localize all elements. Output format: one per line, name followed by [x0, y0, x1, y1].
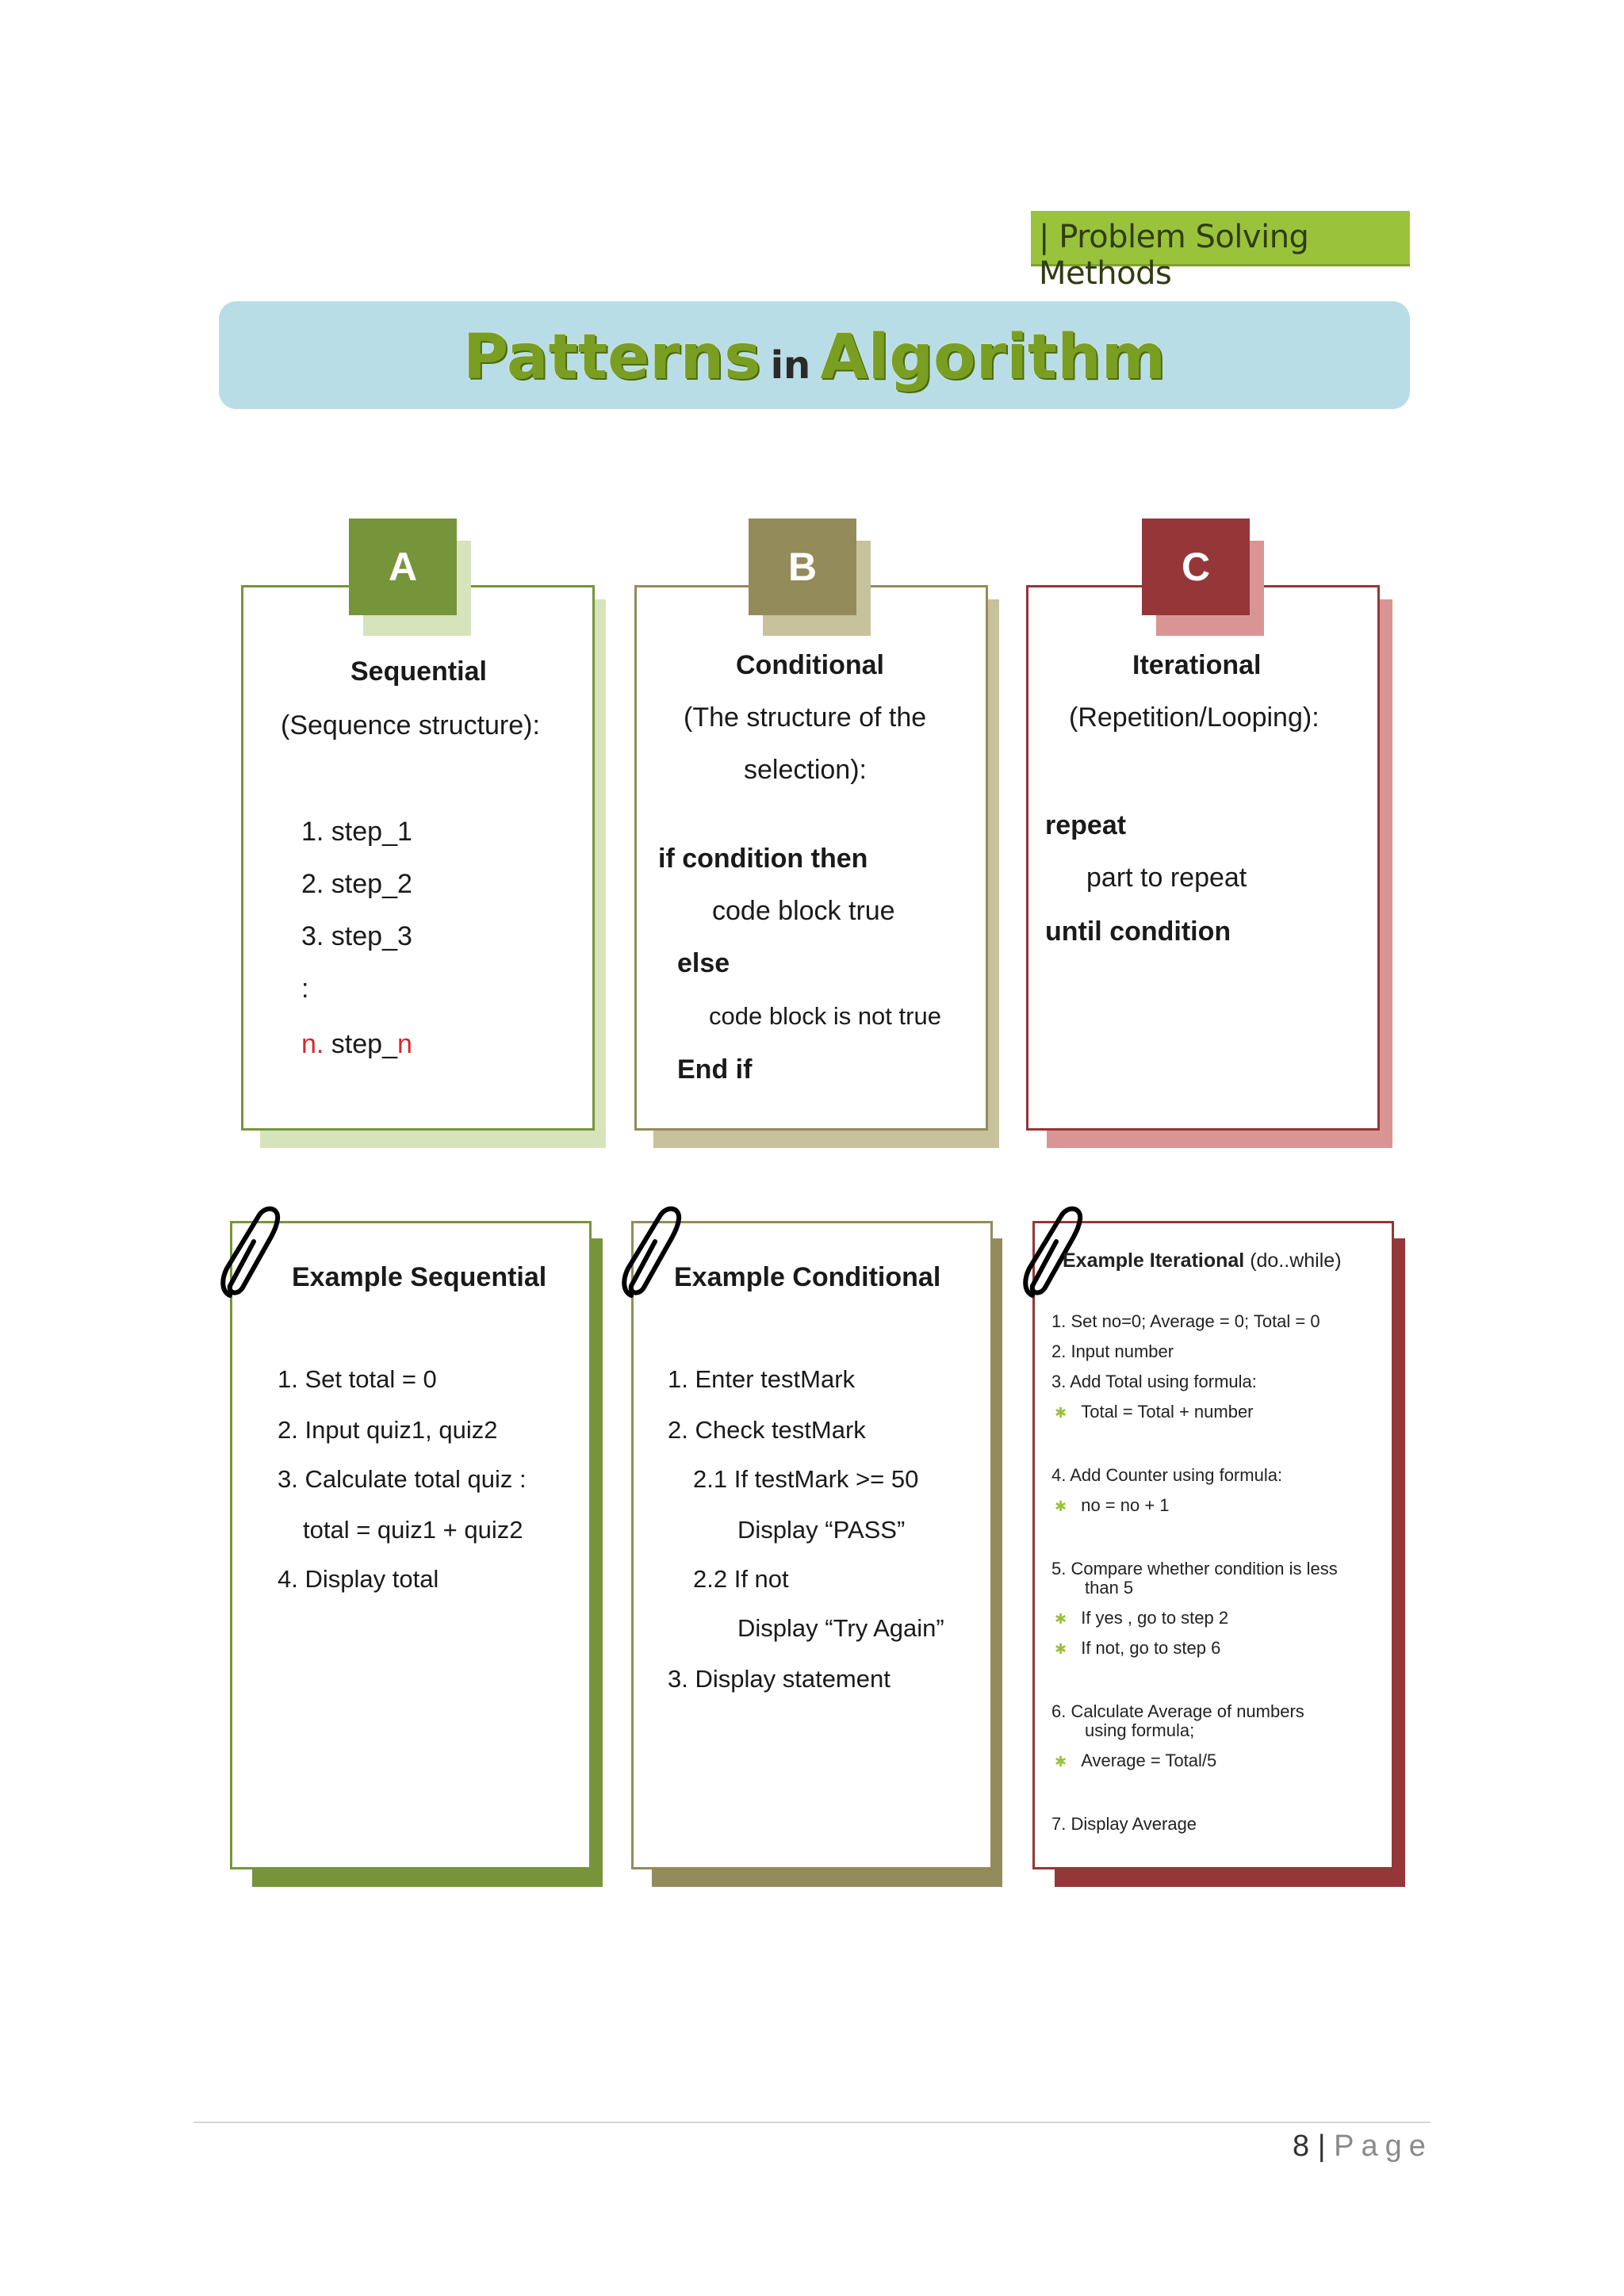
bullet-icon: ✱	[1055, 1405, 1067, 1421]
card-b-endif-line: End if	[677, 1054, 753, 1085]
card-b-subtitle-1: (The structure of the	[684, 702, 927, 733]
card-c-label: C	[1142, 519, 1250, 615]
card-c-title: Iterational	[1132, 650, 1262, 680]
example-cond-line-5: 2.2 If not	[693, 1565, 789, 1593]
card-a-step-3: 3. step_3	[301, 921, 412, 951]
example-iter-step-5d	[1055, 1638, 1220, 1659]
example-iter-step-5: 5. Compare whether condition is less	[1051, 1559, 1338, 1578]
card-a-step-2: 2. step_2	[301, 869, 412, 899]
card-b-label: B	[749, 519, 856, 615]
example-iter-step-5c	[1055, 1608, 1228, 1628]
example-seq-line-4: total = quiz1 + quiz2	[303, 1516, 523, 1544]
card-a-step-n-number: n.	[301, 1029, 324, 1059]
card-c-repeat-line: repeat	[1045, 810, 1127, 840]
example-cond-line-3: 2.1 If testMark >= 50	[693, 1465, 919, 1493]
example-iter-step-5-cont: than 5	[1085, 1578, 1134, 1598]
title-word-in: in	[770, 343, 811, 388]
bullet-icon: ✱	[1055, 1611, 1067, 1627]
card-c-body-line: part to repeat	[1086, 863, 1247, 893]
example-iter-title-rest: (do..while)	[1244, 1249, 1342, 1272]
example-iter-step-4a	[1055, 1495, 1170, 1516]
section-tag	[1031, 211, 1410, 292]
title-banner	[219, 301, 1410, 409]
example-seq-line-1: 1. Set total = 0	[278, 1365, 437, 1393]
example-cond-line-6: Display “Try Again”	[737, 1614, 944, 1642]
card-b-subtitle-2: selection):	[744, 755, 867, 785]
example-cond-title: Example Conditional	[674, 1262, 941, 1292]
example-iter-step-6-cont: using formula;	[1085, 1720, 1195, 1740]
example-iter-step-5c-text: If yes , go to step 2	[1081, 1608, 1229, 1628]
bullet-icon: ✱	[1055, 1754, 1067, 1770]
example-iter-step-6c	[1055, 1751, 1216, 1771]
card-a-step-n-mid: step_	[324, 1029, 397, 1059]
footer-divider	[193, 2122, 1431, 2123]
card-a-subtitle: (Sequence structure):	[281, 710, 540, 740]
card-a-title: Sequential	[350, 656, 487, 687]
example-seq-line-2: 2. Input quiz1, quiz2	[278, 1416, 498, 1444]
example-iter-title-bold: Example Iterational	[1063, 1249, 1245, 1272]
page-number-sep: |	[1309, 2130, 1335, 2163]
example-iter-step-3a	[1055, 1402, 1254, 1422]
card-b-else-line: else	[677, 948, 730, 978]
example-iter-step-6: 6. Calculate Average of numbers	[1051, 1701, 1304, 1721]
card-b-true-line: code block true	[712, 896, 895, 926]
section-tag-text: | Problem Solving Methods	[1039, 219, 1309, 292]
example-cond-line-2: 2. Check testMark	[668, 1416, 866, 1444]
example-cond-line-4: Display “PASS”	[737, 1516, 906, 1544]
example-cond-line-7: 3. Display statement	[668, 1665, 891, 1693]
card-a-step-n-end: n	[396, 1029, 412, 1059]
example-iter-title	[1063, 1249, 1342, 1272]
page-title	[219, 322, 1410, 393]
card-a-ellipsis: :	[301, 974, 309, 1004]
example-iter-step-4: 4. Add Counter using formula:	[1051, 1465, 1283, 1485]
example-iter-step-3a-text: Total = Total + number	[1081, 1402, 1254, 1422]
paperclip-icon	[219, 1202, 282, 1300]
card-c-subtitle: (Repetition/Looping):	[1069, 702, 1320, 733]
title-word-patterns: Patterns	[462, 322, 761, 393]
example-iter-step-5d-text: If not, go to step 6	[1081, 1638, 1221, 1658]
card-a-step-1: 1. step_1	[301, 817, 412, 847]
card-b-title: Conditional	[736, 650, 884, 680]
page-number	[1293, 2130, 1433, 2164]
card-c-until-line: until condition	[1045, 916, 1231, 947]
example-iter-step-4a-text: no = no + 1	[1081, 1495, 1170, 1515]
bullet-icon: ✱	[1055, 1498, 1067, 1514]
page-number-value: 8	[1293, 2130, 1310, 2163]
example-cond-card	[631, 1221, 993, 1869]
example-seq-line-3: 3. Calculate total quiz :	[278, 1465, 527, 1493]
card-b-false-line: code block is not true	[709, 1002, 941, 1030]
card-b-if-line: if condition then	[658, 844, 868, 874]
example-seq-line-5: 4. Display total	[278, 1565, 439, 1593]
example-iter-step-1: 1. Set no=0; Average = 0; Total = 0	[1051, 1311, 1320, 1331]
title-word-algorithm: Algorithm	[820, 322, 1166, 393]
example-iter-step-7: 7. Display Average	[1051, 1814, 1197, 1834]
card-a-label: A	[349, 519, 457, 615]
bullet-icon: ✱	[1055, 1641, 1067, 1657]
page-number-word: Page	[1334, 2130, 1433, 2163]
example-cond-line-1: 1. Enter testMark	[668, 1365, 856, 1393]
example-seq-title: Example Sequential	[292, 1262, 547, 1292]
example-iter-step-6c-text: Average = Total/5	[1081, 1751, 1217, 1770]
example-seq-card	[230, 1221, 592, 1869]
card-a-step-n	[301, 1029, 412, 1060]
example-iter-step-3: 3. Add Total using formula:	[1051, 1372, 1257, 1391]
example-iter-step-2: 2. Input number	[1051, 1341, 1174, 1361]
